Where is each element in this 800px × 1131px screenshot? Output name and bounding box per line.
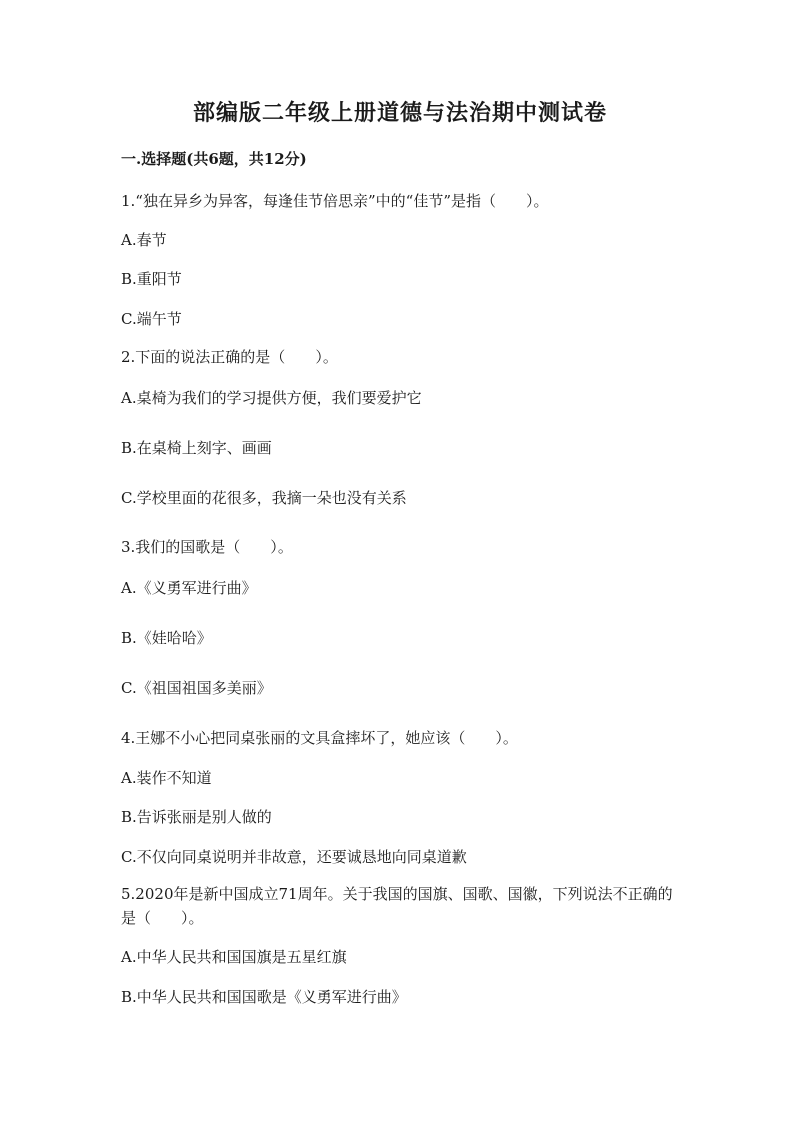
question-4-option-b: B.告诉张丽是别人做的 [121,808,272,826]
question-2-option-a: A.桌椅为我们的学习提供方便，我们要爱护它 [121,389,422,407]
question-4-option-a: A.装作不知道 [121,769,212,787]
question-4-stem: 4.王娜不小心把同桌张丽的文具盒摔坏了，她应该（ ）。 [121,729,518,747]
question-3-stem: 3.我们的国歌是（ ）。 [121,538,293,556]
question-3-option-c: C.《祖国祖国多美丽》 [121,679,272,697]
question-1-stem: 1.“独在异乡为异客，每逢佳节倍思亲”中的“佳节”是指（ ）。 [121,192,549,210]
question-1-option-b: B.重阳节 [121,270,182,288]
question-5-option-b: B.中华人民共和国国歌是《义勇军进行曲》 [121,988,407,1006]
question-5-stem: 5.2020年是新中国成立71周年。关于我国的国旗、国歌、国徽，下列说法不正确的是（ ）。 [121,885,673,927]
question-2-option-c: C.学校里面的花很多，我摘一朵也没有关系 [121,489,407,507]
question-1-option-c: C.端午节 [121,310,182,328]
question-5-option-a: A.中华人民共和国国旗是五星红旗 [121,948,347,966]
question-3-option-b: B.《娃哈哈》 [121,629,212,647]
section-heading: 一.选择题(共6题，共12分) [121,150,307,168]
question-3-option-a: A.《义勇军进行曲》 [121,579,257,597]
question-2-option-b: B.在桌椅上刻字、画画 [121,439,272,457]
question-4-option-c: C.不仅向同桌说明并非故意，还要诚恳地向同桌道歉 [121,848,467,866]
question-2-stem: 2.下面的说法正确的是（ ）。 [121,348,338,366]
page-title: 部编版二年级上册道德与法治期中测试卷 [192,100,607,126]
question-1-option-a: A.春节 [121,231,167,249]
